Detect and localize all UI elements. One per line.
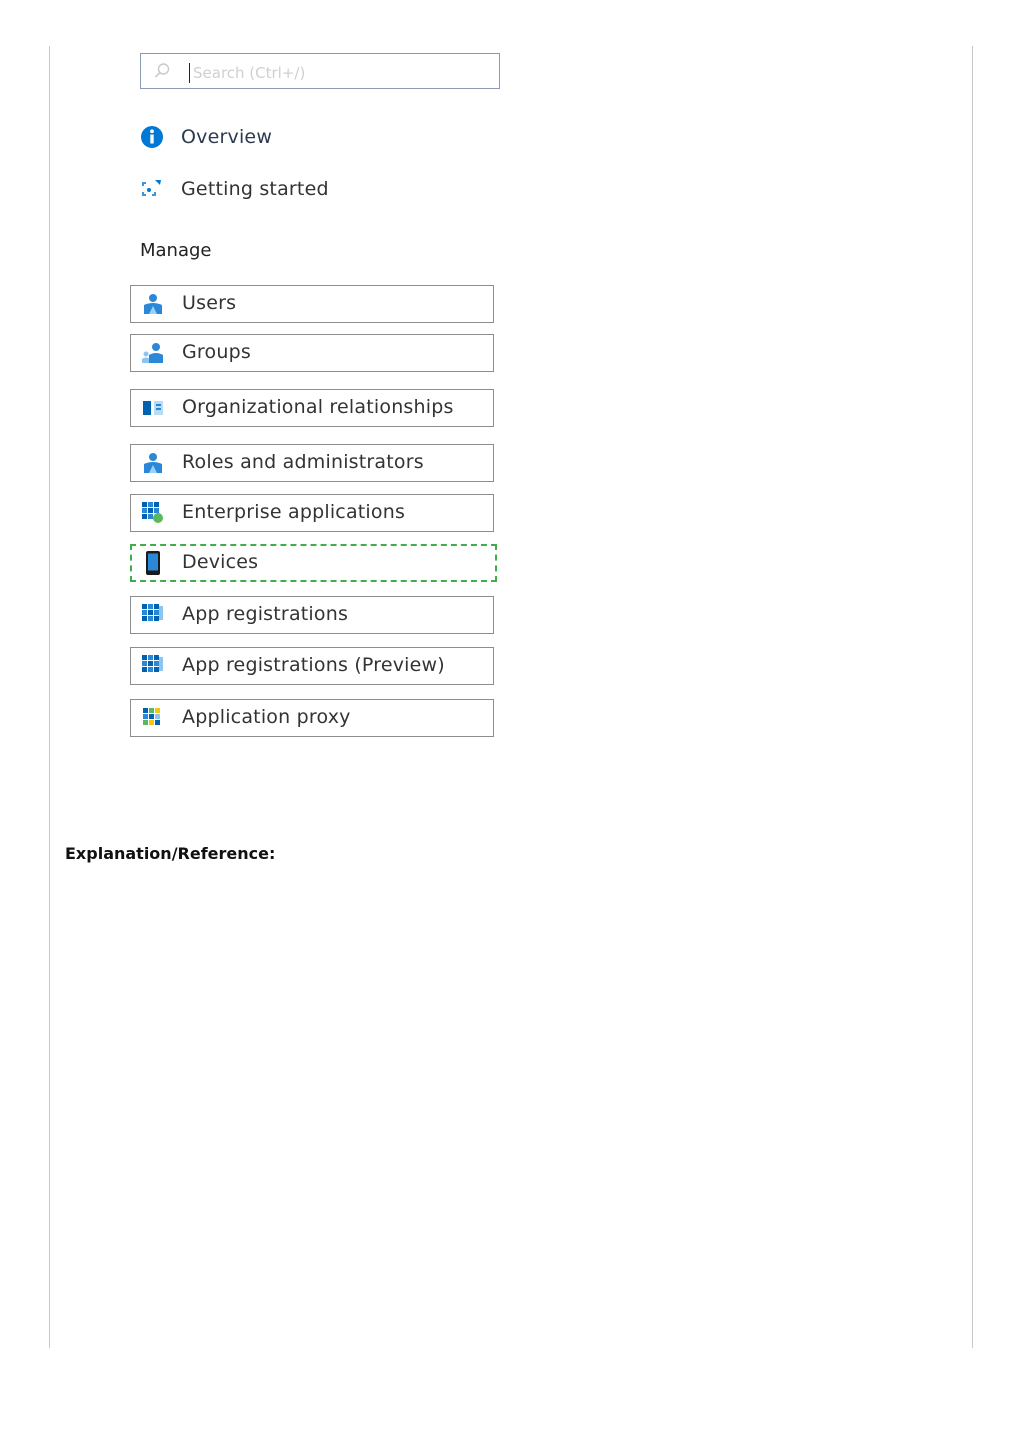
nav-item-getting-started[interactable]	[140, 174, 329, 204]
menu-item-devices[interactable]	[130, 544, 497, 582]
menu-item-roles-and-administrators[interactable]	[130, 444, 494, 482]
menu-item-label: Organizational relationships	[182, 396, 454, 418]
menu-item-label: Devices	[182, 551, 259, 573]
group-icon	[141, 341, 165, 365]
search-placeholder: Search (Ctrl+/)	[193, 64, 306, 82]
menu-item-users[interactable]	[130, 285, 494, 323]
nav-item-overview[interactable]	[140, 122, 272, 152]
section-title-manage: Manage	[140, 240, 212, 261]
roles-icon	[141, 451, 165, 475]
left-margin-line	[49, 46, 50, 1348]
menu-item-app-registrations-preview[interactable]	[130, 647, 494, 685]
app-registrations-preview-icon	[141, 654, 165, 678]
menu-item-label: Enterprise applications	[182, 501, 406, 523]
user-icon	[141, 292, 165, 316]
menu-item-enterprise-applications[interactable]	[130, 494, 494, 532]
app-registrations-icon	[141, 603, 165, 627]
menu-item-application-proxy[interactable]	[130, 699, 494, 737]
menu-item-label: App registrations	[182, 603, 349, 625]
menu-item-label: Users	[182, 292, 237, 314]
device-icon	[141, 551, 165, 575]
menu-item-label: Roles and administrators	[182, 451, 424, 473]
app-proxy-icon	[141, 706, 165, 730]
org-relationships-icon	[141, 396, 165, 420]
explanation-heading: Explanation/Reference:	[65, 844, 276, 863]
quickstart-icon	[140, 177, 164, 201]
info-icon	[140, 125, 164, 149]
nav-item-label: Overview	[181, 126, 273, 148]
menu-item-label: App registrations (Preview)	[182, 654, 445, 676]
menu-item-label: Application proxy	[182, 706, 351, 728]
menu-item-label: Groups	[182, 341, 251, 363]
menu-item-groups[interactable]	[130, 334, 494, 372]
enterprise-apps-icon	[141, 501, 165, 525]
menu-item-app-registrations[interactable]	[130, 596, 494, 634]
nav-item-label: Getting started	[181, 178, 329, 200]
menu-item-organizational-relationships[interactable]	[130, 389, 494, 427]
text-cursor	[189, 63, 190, 83]
search-input[interactable]	[140, 53, 500, 89]
right-margin-line	[972, 46, 973, 1348]
search-icon	[153, 62, 171, 80]
